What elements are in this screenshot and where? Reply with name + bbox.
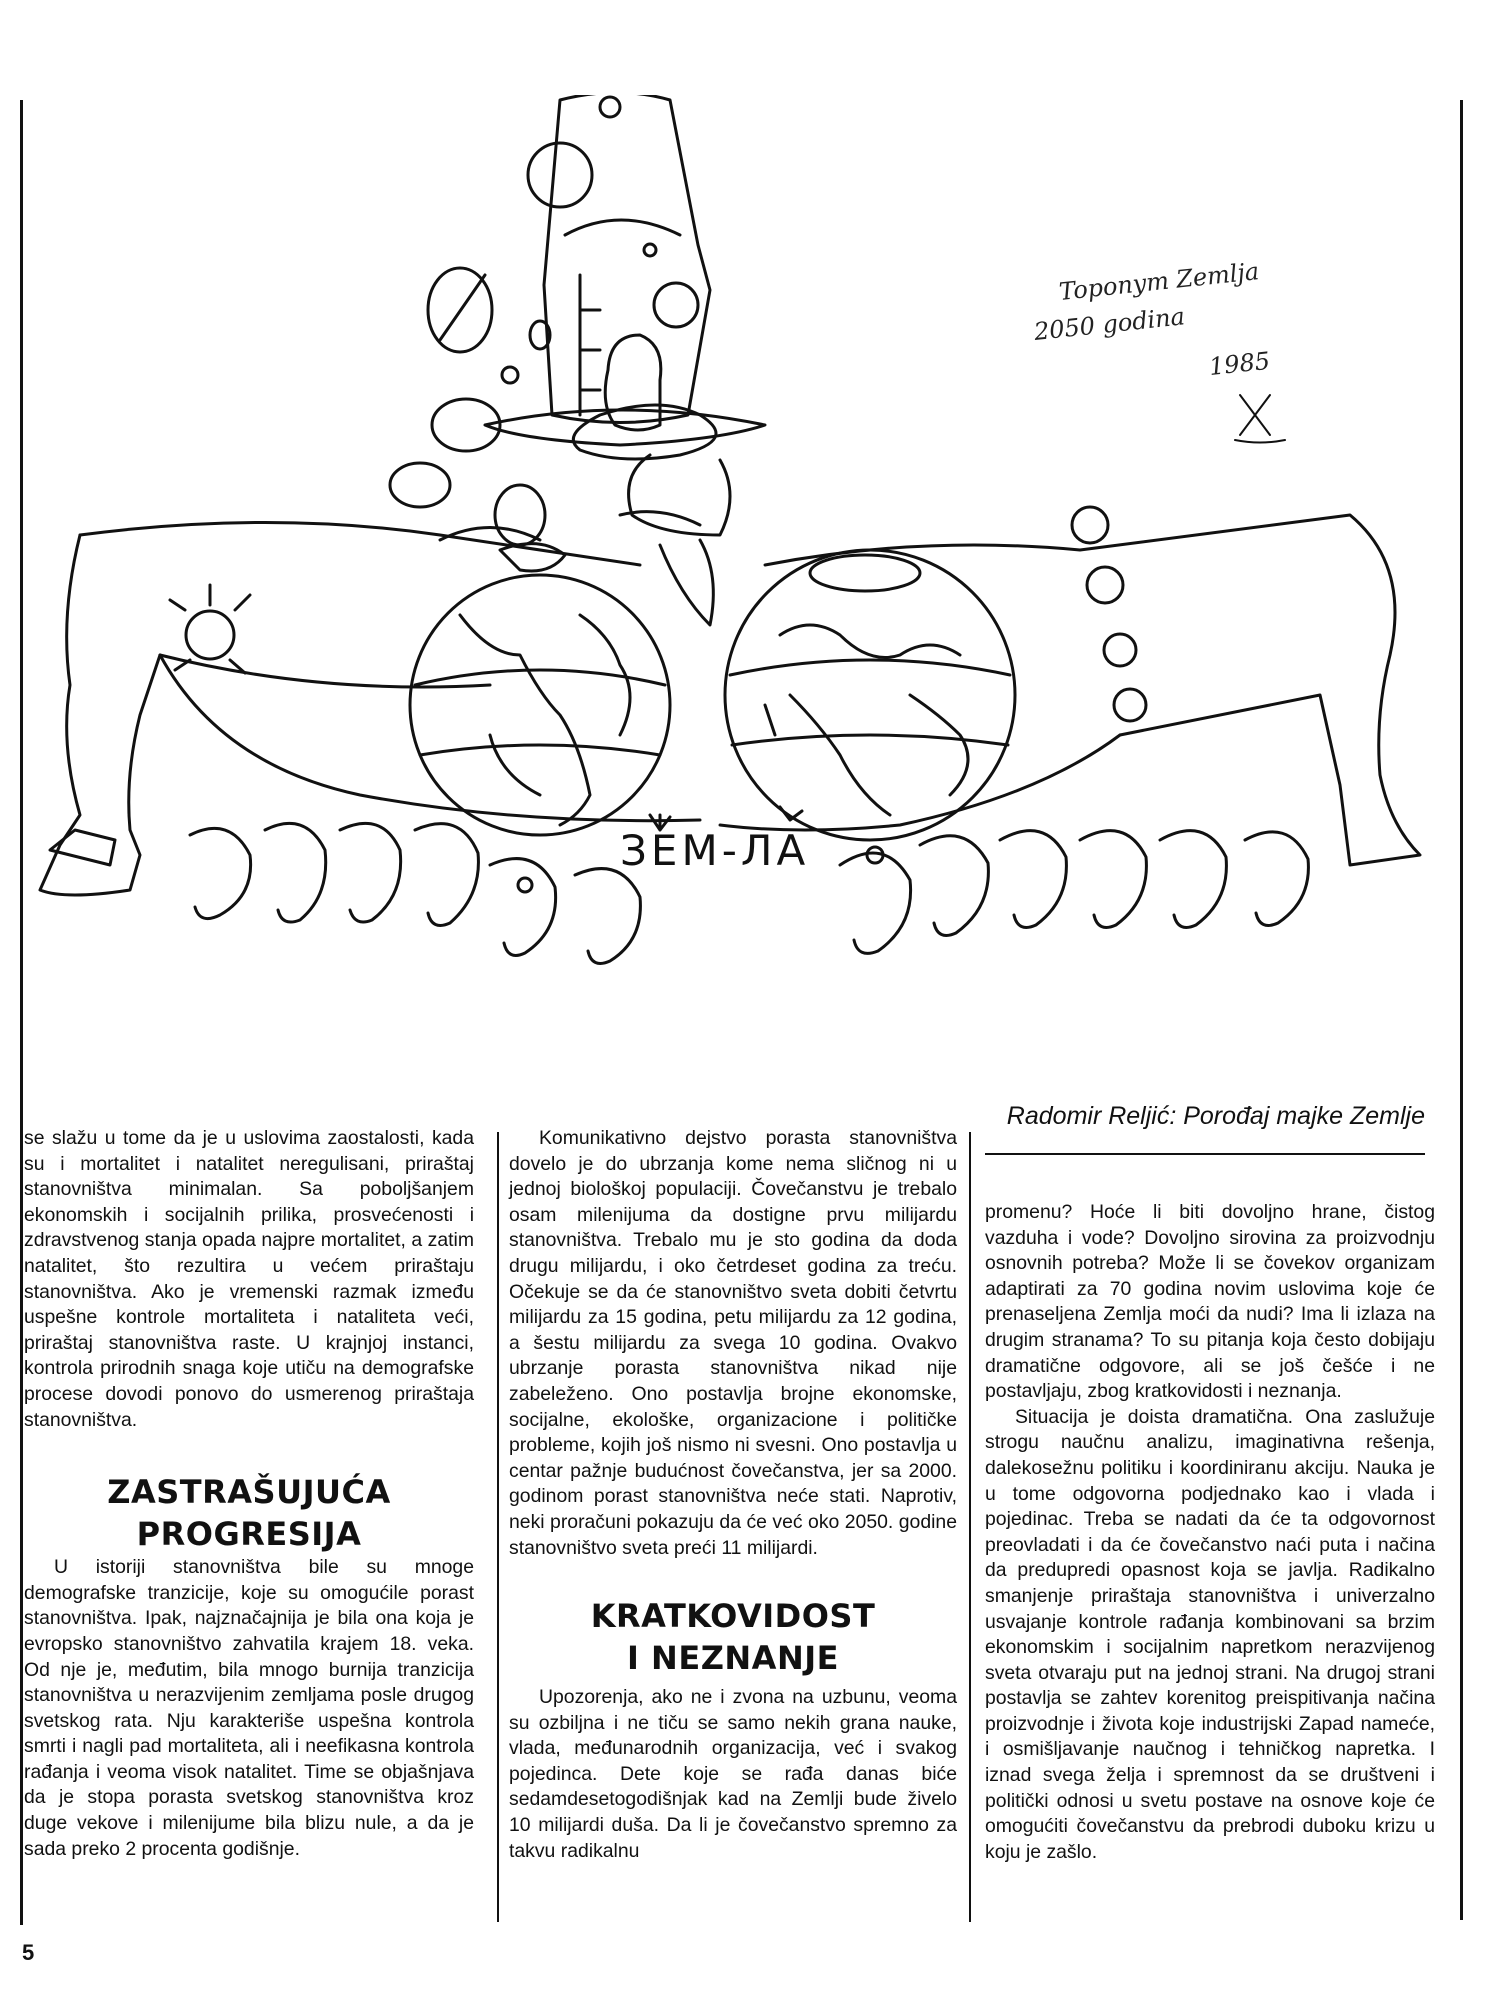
globe-right xyxy=(725,550,1015,840)
col1-paragraph-1: se slažu u tome da je u uslovima zaostalosti, kada su i mortalitet i natalitet neregulisani, priraštaj stanovništva minimalan. Sa poboljšanjem ekonomskih i socijalnih prilika, prosvećenosti i zdravstvenog stanja opada najpre mortalitet, a zatim natalitet, što rezultira u većem priraštaju stanovništva. Ako je vremenski razmak između uspešne kontrole mortaliteta i nataliteta veći, priraštaj stanovništva raste. U krajnjoj instanci, kontrola prirodnih snaga koje utiču na demografske procese dovodi ponovo do usmerenog priraštaja stanovništva. xyxy=(24,1127,474,1431)
central-seam xyxy=(660,540,713,625)
womb-pod xyxy=(485,95,765,535)
heading-kratkovidost-i-neznanje xyxy=(509,1595,957,1679)
inscription-line-3: 1985 xyxy=(1207,346,1272,381)
illustration-birth-of-mother-earth xyxy=(20,95,1460,1095)
earth-label: ЗЕМ-ЛА xyxy=(620,826,810,875)
col2-paragraph-1: Komunikativno dejstvo porasta stanovništva dovelo je do ubrzanja kome nema sličnog ni u jednoj biološkoj populaciji. Čovečanstvu je trebalo osam milenijuma da dostigne prvu milijardu stanovništva. Trebalo mu je sto godina da doda drugu milijardu, i oko četrdeset godina za treću. Očekuje se da će stanovništvo sveta dobiti četvrtu milijardu za 15 godina, petu milijardu za 12 godina, a šestu milijardu za svega 10 godina. Ovakvo ubrzanje porasta stanovništva nikad nije zabeleženo. Ono postavlja brojne ekonomske, socijalne, ekološke, organizacione i političke probleme, kojih još nismo ni svesni. Ono postavlja u centar pažnje budućnost čovečanstva, jer sa 2000. godinom porast stanovništva neće stati. Naprotiv, neki proračuni pokazuju da će već oko 2050. godine stanovništvo sveta preći 11 milijardi. xyxy=(509,1127,957,1559)
illustration-caption: Radomir Reljić: Porođaj majke Zemlje xyxy=(1006,1102,1425,1130)
col2-paragraph-2: Upozorenja, ako ne i zvona na uzbunu, veoma su ozbiljna i ne tiču se samo nekih grana nauke, vlada, međunarodnih organizacija, već i svakog pojedinca. Dete koje se rađa danas biće sedamdesetogodišnjak kad na Zemlji bude živelo 10 milijardi duša. Da li je čovečanstvo spremno za takvu radikalnu xyxy=(509,1686,957,1862)
heading-zastrasujuca-progresija xyxy=(24,1471,474,1555)
col3-paragraph-2: Situacija je doista dramatična. Ona zaslužuje strogu naučnu analizu, imaginativna rešenja, dalekosežnu politiku i koordiniranu akciju. Nauka je u tome odgovorna podjednako kao i vlada i pojedinac. Treba se nadati da će ta odgovornost preovladati i da će čovečanstvo naći puta i načina da predupredi opasnost koja se javlja. Radikalno smanjenje priraštaja stanovništva i univerzalno usvajanje kontrole rađanja kombinovani sa brzim ekonomskim i socijalnim napretkom nerazvijenog sveta otvaraju put na jednoj strani. Na drugoj strani postavlja se zahtev korenitog preispitivanja načina proizvodnje i života koje industrijski Zapad nameće, i osmišljavanje naučnog i tehničkog napretka. I iznad svega želja i spremnost da se društveni i politički odnosi u svetu postave na osnove koje će omogućiti čovečanstvu da prebrodi duboku krizu u koju je zašlo. xyxy=(985,1405,1435,1863)
floating-stones xyxy=(390,143,592,571)
column-rule-2 xyxy=(969,1132,971,1922)
handwritten-inscription xyxy=(1032,257,1285,442)
globe-left xyxy=(410,575,670,835)
inscription-line-2: 2050 godina xyxy=(1032,302,1187,346)
column-rule-1 xyxy=(497,1132,499,1922)
page-number: 5 xyxy=(22,1940,35,1965)
column-2 xyxy=(509,1126,957,1916)
heading-line-1: KRATKOVIDOST xyxy=(590,1597,876,1636)
col3-paragraph-1: promenu? Hoće li biti dovoljno hrane, čistog vazduha i vode? Dovoljno sirovina za proizvodnju osnovnih potreba? Može li se čovekov organizam adaptirati za 70 godina novim uslovima koje će prenaseljena Zemlja moći da nudi? Ima li izlaza na drugim stranama? To su pitanja koja često dobijaju dramatične odgovore, ali se još češće i ne postavljaju, zbog kratkovidosti i neznanja. xyxy=(985,1201,1435,1403)
column-1 xyxy=(24,1126,474,1916)
heading-line-1: ZASTRAŠUJUĆA xyxy=(107,1473,391,1512)
col1-paragraph-2: U istoriji stanovništva bile su mnoge demografske tranzicije, koje su omogućile porast stanovništva. Ipak, najznačajnija je bila ona koja je evropsko stanovništvo zahvatila krajem 18. veka. Od nje je, međutim, bila mnogo burnija tranzicija stanovništva u nerazvijenim zemljama posle drugog svetskog rata. Nju karakteriše uspešna kontrola smrti i nagli pad mortaliteta, ali i neefikasna kontrola rađanja i veoma visok natalitet. Time se objašnjava da je stopa porasta svetskog stanovništva kroz duge vekove i milenijume bila blizu nule, a da je sada preko 2 procenta godišnje. xyxy=(24,1556,474,1860)
column-3 xyxy=(985,1200,1435,1920)
caption-underline xyxy=(985,1153,1425,1155)
heading-line-2: I NEZNANJE xyxy=(627,1639,839,1678)
heading-line-2: PROGRESIJA xyxy=(136,1515,362,1554)
right-border-rule xyxy=(1460,100,1463,1920)
inscription-line-1: Toponym Zemlja xyxy=(1057,257,1261,306)
